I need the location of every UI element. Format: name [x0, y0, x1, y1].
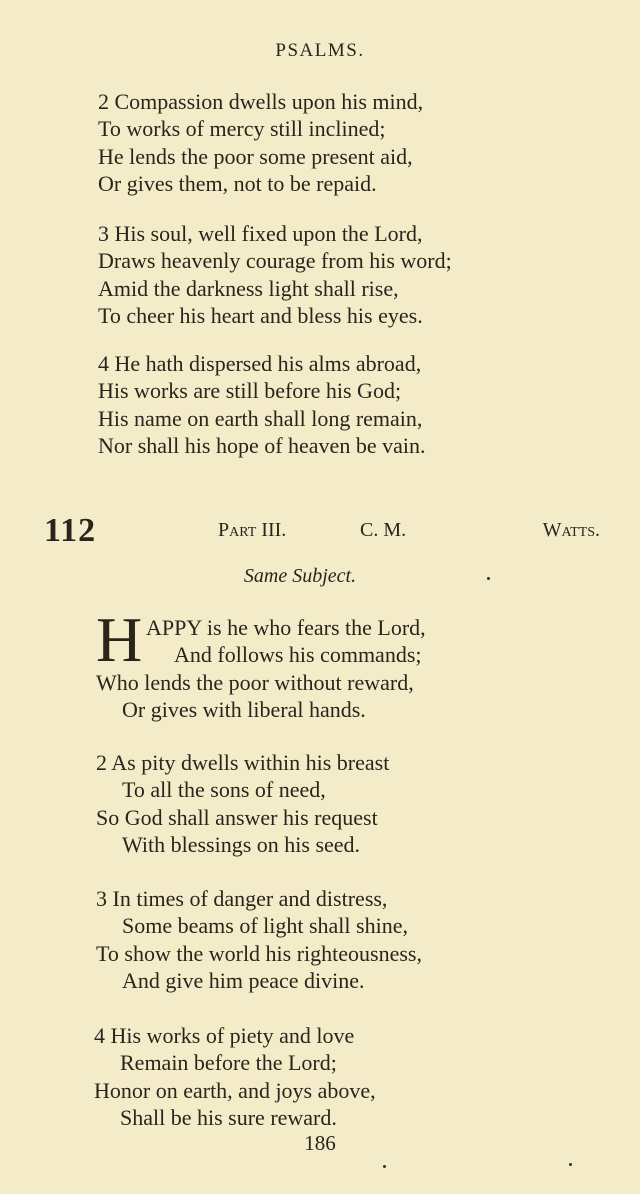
- running-head: PSALMS.: [275, 40, 365, 61]
- drop-cap: H: [96, 604, 143, 675]
- hymn-part: Part III.: [218, 519, 287, 541]
- hymn-subject: Same Subject.: [243, 565, 357, 587]
- hymn-author: Watts.: [542, 519, 600, 541]
- print-speck: [383, 1165, 386, 1168]
- verse-line: 4 He hath dispersed his alms abroad,: [98, 351, 422, 376]
- verse-line: Who lends the poor without reward,: [96, 669, 414, 695]
- verse-line: His name on earth shall long remain,: [98, 405, 423, 431]
- verse-line: Draws heavenly courage from his word;: [98, 248, 452, 274]
- verse-line: And give him peace divine.: [122, 967, 365, 993]
- verse-line: 2 Compassion dwells upon his mind,: [98, 89, 424, 114]
- print-speck: [569, 1163, 572, 1166]
- verse-line: 3 In times of danger and distress,: [96, 886, 388, 911]
- verse-line: 4 His works of piety and love: [94, 1023, 355, 1048]
- hymn-stanza-1: [96, 614, 426, 723]
- hymn-meter: C. M.: [360, 519, 407, 541]
- verse-line: And follows his commands;: [174, 642, 422, 668]
- hymn-number: 112: [44, 512, 97, 549]
- verse-line: Nor shall his hope of heaven be vain.: [98, 432, 426, 458]
- verse-line: Remain before the Lord;: [120, 1050, 337, 1076]
- verse-line: Honor on earth, and joys above,: [94, 1077, 376, 1103]
- verse-line: 3 His soul, well fixed upon the Lord,: [98, 221, 423, 246]
- print-speck: [487, 577, 490, 580]
- hymn-stanza-3: [96, 885, 422, 994]
- verse-line: To show the world his righteousness,: [96, 940, 422, 966]
- verse-line: To works of mercy still inclined;: [98, 116, 386, 142]
- page-number: 186: [304, 1131, 336, 1155]
- hymn-stanza-2: [96, 749, 389, 858]
- hymn-stanza-4: [94, 1022, 376, 1131]
- verse-line: With blessings on his seed.: [122, 831, 361, 857]
- verse-line: To cheer his heart and bless his eyes.: [98, 302, 423, 328]
- verse-line: He lends the poor some present aid,: [98, 143, 413, 169]
- verse-line: 2 As pity dwells within his breast: [96, 750, 390, 775]
- prior-hymn-stanza-2: [98, 88, 423, 197]
- prior-hymn-stanza-4: [98, 350, 425, 459]
- verse-line: Or gives them, not to be repaid.: [98, 170, 377, 196]
- verse-line: So God shall answer his request: [96, 804, 378, 830]
- verse-line: Shall be his sure reward.: [120, 1104, 337, 1130]
- verse-line: APPY is he who fears the Lord,: [146, 615, 426, 640]
- verse-line: Amid the darkness light shall rise,: [98, 275, 399, 301]
- verse-line: To all the sons of need,: [122, 777, 326, 803]
- verse-line: His works are still before his God;: [98, 378, 402, 404]
- verse-line: Some beams of light shall shine,: [122, 913, 408, 939]
- verse-line: Or gives with liberal hands.: [122, 696, 366, 722]
- prior-hymn-stanza-3: [98, 220, 452, 329]
